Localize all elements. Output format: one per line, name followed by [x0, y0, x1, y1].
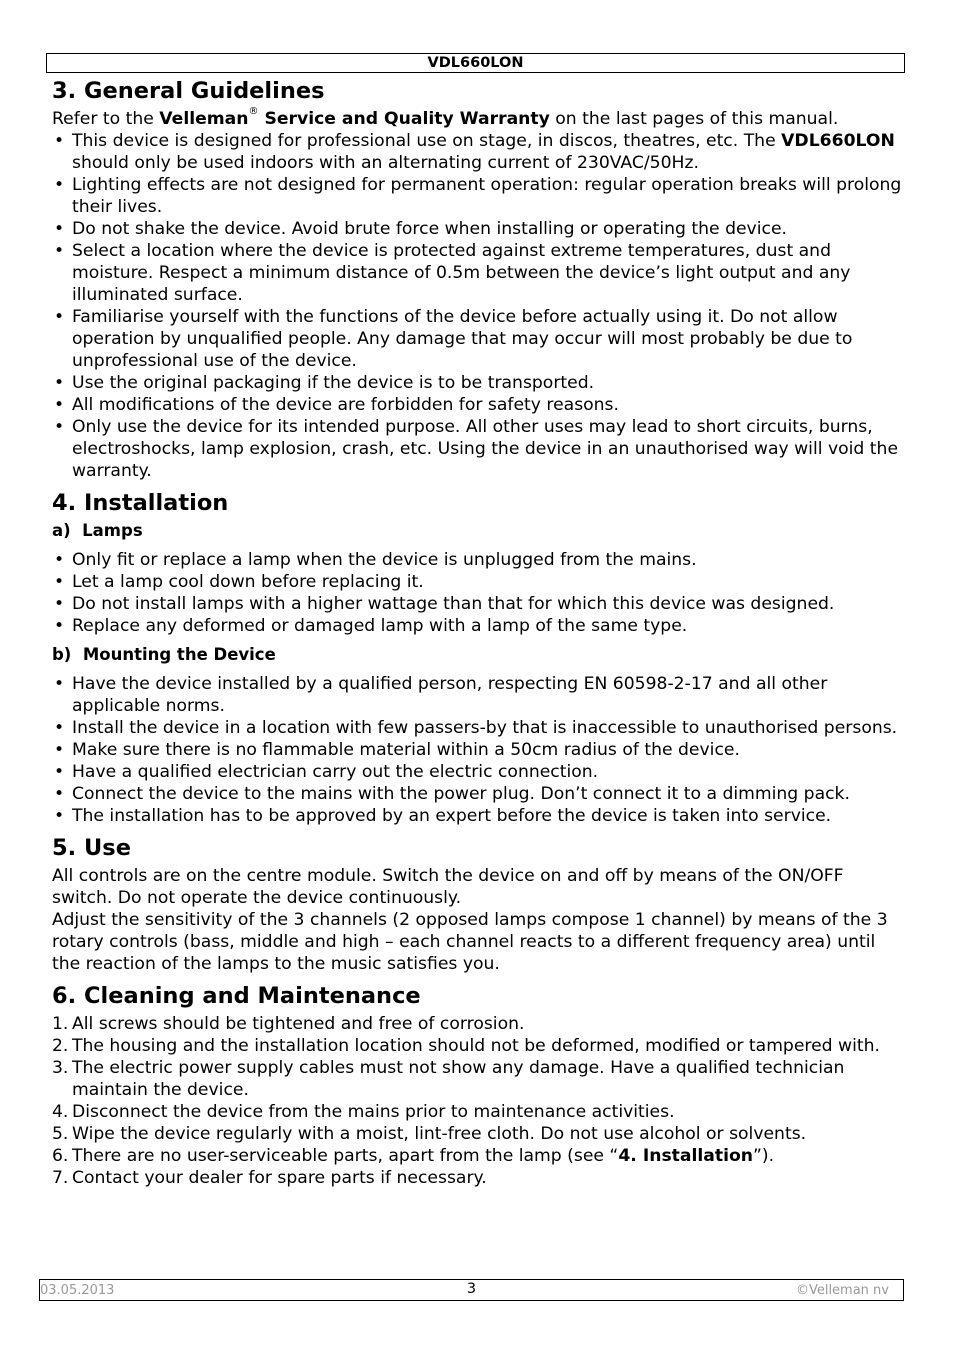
item-number: 3. — [52, 1058, 69, 1078]
list-item: • The installation has to be approved by an expert before the device is taken into service. — [52, 805, 904, 827]
item-number: 1. — [52, 1014, 69, 1034]
footer-copyright: ©Velleman nv — [795, 1283, 889, 1298]
list-item: • Let a lamp cool down before replacing it. — [52, 571, 904, 593]
section-installation — [52, 488, 904, 827]
use-paragraph-2: Adjust the sensitivity of the 3 channels (2 opposed lamps compose 1 channel) by means of the 3 rotary controls (bass, middle and high – each channel reacts to a different frequency area) until the reaction of the lamps to the music satisfies you. — [52, 910, 888, 974]
item-number: 2. — [52, 1036, 69, 1056]
subheading-lamps: a) Lamps — [52, 521, 143, 540]
item-number: 6. — [52, 1146, 69, 1166]
intro-text-end: on the last pages of this manual. — [549, 109, 839, 129]
item-number: 4. — [52, 1102, 69, 1122]
list-item — [52, 1057, 904, 1101]
item-text: There are no user-serviceable parts, apart from the lamp (see “ — [72, 1146, 619, 1166]
list-item: • Select a location where the device is protected against extreme temperatures, dust and moisture. Respect a minimum distance of 0.5m between the device’s light output and any illuminated surface. — [52, 240, 904, 306]
list-item: • All modifications of the device are forbidden for safety reasons. — [52, 394, 904, 416]
list-item: • Have the device installed by a qualified person, respecting EN 60598-2-17 and all other applicable norms. — [52, 673, 904, 717]
list-item: • Familiarise yourself with the functions of the device before actually using it. Do not allow operation by unqualified people. Any damage that may occur will most probably be due to unprofessional use of the device. — [52, 306, 904, 372]
list-item — [52, 1101, 904, 1123]
item-number: 5. — [52, 1124, 69, 1144]
list-item: • Only use the device for its intended purpose. All other uses may lead to short circuits, burns, electroshocks, lamp explosion, crash, etc. Using the device in an unauthorised way will void the warranty. — [52, 416, 904, 482]
page-number: 3 — [466, 1281, 477, 1297]
section-heading: 5. Use — [52, 835, 131, 861]
item-number: 7. — [52, 1168, 69, 1188]
subheading-mounting: b) Mounting the Device — [52, 645, 276, 664]
model-name: VDL660LON — [781, 131, 895, 151]
lamps-list — [52, 549, 904, 637]
brand-name: Velleman — [159, 109, 249, 129]
list-item — [52, 1123, 904, 1145]
section-heading: 6. Cleaning and Maintenance — [52, 983, 421, 1009]
intro-paragraph — [52, 108, 904, 130]
page-header — [46, 53, 905, 73]
bullet-text-end: should only be used indoors with an alternating current of 230VAC/50Hz. — [72, 153, 699, 173]
model-title: VDL660LON — [427, 55, 524, 71]
list-item: • Install the device in a location with few passers-by that is inaccessible to unauthorised persons. — [52, 717, 904, 739]
item-text: All screws should be tightened and free of corrosion. — [72, 1014, 525, 1034]
list-item — [52, 1167, 904, 1189]
section-general-guidelines — [52, 76, 904, 482]
item-text: Wipe the device regularly with a moist, lint-free cloth. Do not use alcohol or solvents. — [72, 1124, 807, 1144]
footer-date: 03.05.2013 — [40, 1283, 115, 1298]
list-item: • Make sure there is no flammable material within a 50cm radius of the device. — [52, 739, 904, 761]
item-text: Disconnect the device from the mains prior to maintenance activities. — [72, 1102, 675, 1122]
list-item: • Do not install lamps with a higher wattage than that for which this device was designed. — [52, 593, 904, 615]
item-text-end: ”). — [753, 1146, 775, 1166]
list-item: • Only fit or replace a lamp when the device is unplugged from the mains. — [52, 549, 904, 571]
item-text: The housing and the installation location should not be deformed, modified or tampered with. — [72, 1036, 880, 1056]
mounting-list — [52, 673, 904, 827]
item-text: Contact your dealer for spare parts if necessary. — [72, 1168, 487, 1188]
intro-text: Refer to the — [52, 109, 160, 129]
bullet-text: This device is designed for professional use on stage, in discos, theatres, etc. The — [72, 131, 782, 151]
list-item — [52, 130, 904, 174]
registered-mark: ® — [248, 106, 259, 117]
guidelines-list — [52, 130, 904, 482]
use-paragraph-1: All controls are on the centre module. Switch the device on and off by means of the ON/OFF switch. Do not operate the device continuously. — [52, 866, 844, 908]
section-cleaning-maintenance — [52, 981, 904, 1189]
page-footer — [39, 1279, 904, 1301]
list-item: • Have a qualified electrician carry out the electric connection. — [52, 761, 904, 783]
section-heading: 3. General Guidelines — [52, 78, 325, 104]
section-use — [52, 833, 904, 975]
list-item — [52, 1035, 904, 1057]
list-item — [52, 1145, 904, 1167]
warranty-name: Service and Quality Warranty — [258, 109, 550, 129]
item-text: The electric power supply cables must not show any damage. Have a qualified technician maintain the device. — [72, 1058, 845, 1100]
list-item: • Do not shake the device. Avoid brute force when installing or operating the device. — [52, 218, 904, 240]
list-item — [52, 1013, 904, 1035]
maintenance-list — [52, 1013, 904, 1189]
list-item: • Lighting effects are not designed for permanent operation: regular operation breaks will prolong their lives. — [52, 174, 904, 218]
page-content — [52, 76, 904, 1189]
section-reference: 4. Installation — [618, 1146, 754, 1166]
section-heading: 4. Installation — [52, 490, 229, 516]
list-item: • Replace any deformed or damaged lamp with a lamp of the same type. — [52, 615, 904, 637]
list-item: • Connect the device to the mains with the power plug. Don’t connect it to a dimming pack. — [52, 783, 904, 805]
list-item: • Use the original packaging if the device is to be transported. — [52, 372, 904, 394]
